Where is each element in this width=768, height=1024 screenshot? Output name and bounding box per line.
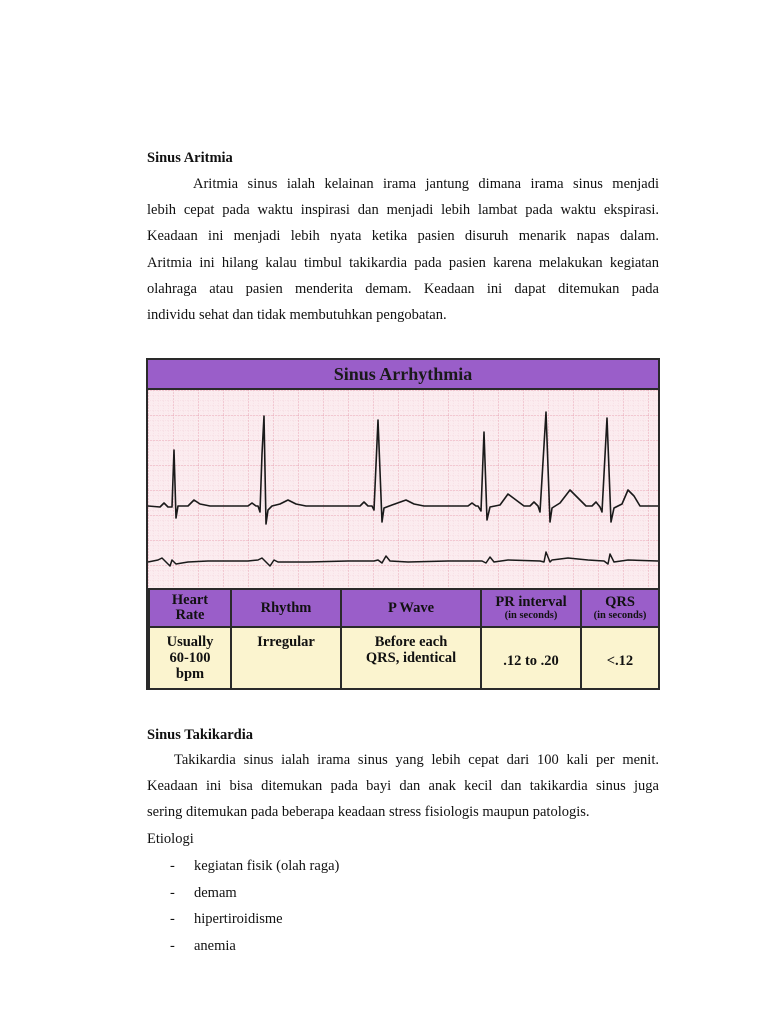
paragraph-sinus-aritmia	[147, 171, 659, 328]
table-header-row	[149, 589, 659, 627]
header-p-wave: P Wave	[341, 589, 481, 627]
paragraph-line: olahraga atau pasien menderita demam. Keadaan ini dapat ditemukan pada	[147, 280, 659, 297]
header-heart-rate: Heart Rate	[149, 589, 231, 627]
paragraph-line: Aritmia sinus ialah kelainan irama jantung dimana irama sinus menjadi	[193, 176, 659, 192]
heart-rate-line: bpm	[175, 666, 205, 682]
header-rhythm: Rhythm	[231, 589, 341, 627]
p-wave-line: QRS, identical	[365, 650, 457, 666]
cell-p-wave	[341, 627, 481, 690]
bullet-dash: -	[170, 885, 175, 901]
heart-rate-line: Usually	[166, 634, 214, 650]
list-item: hipertiroidisme	[194, 911, 283, 927]
paragraph-line: individu sehat dan tidak membutuhkan pengobatan.	[147, 306, 447, 323]
header-qrs-label: QRS	[605, 594, 635, 610]
bullet-dash: -	[170, 938, 175, 954]
ecg-graph	[148, 390, 658, 588]
sinus-arrhythmia-figure	[146, 358, 660, 690]
header-qrs	[581, 589, 659, 627]
paragraph-line: Aritmia ini hilang kalau timbul takikardia pada pasien karena melakukan kegiatan	[147, 254, 659, 271]
bullet-dash: -	[170, 858, 175, 874]
section-heading-sinus-takikardia: Sinus Takikardia	[147, 727, 254, 743]
heart-rate-line: 60-100	[169, 650, 211, 666]
header-qrs-unit: (in seconds)	[593, 610, 647, 621]
p-wave-line: Before each	[374, 634, 448, 650]
list-item: demam	[194, 885, 237, 901]
section-heading-sinus-aritmia: Sinus Aritmia	[147, 150, 233, 166]
cell-pr-interval: .12 to .20	[481, 627, 581, 690]
cell-heart-rate	[149, 627, 231, 690]
paragraph-sinus-takikardia	[147, 747, 659, 826]
etiology-label: Etiologi	[147, 831, 194, 847]
list-item: anemia	[194, 938, 236, 954]
bullet-dash: -	[170, 911, 175, 927]
paragraph-line: Keadaan ini bisa ditemukan pada bayi dan anak kecil dan takikardia sinus juga	[147, 778, 659, 795]
paragraph-line: sering ditemukan pada beberapa keadaan stress fisiologis maupun patologis.	[147, 804, 590, 821]
cell-rhythm: Irregular	[231, 627, 341, 690]
header-pr-interval-unit: (in seconds)	[504, 610, 558, 621]
header-pr-interval	[481, 589, 581, 627]
cell-qrs: <.12	[581, 627, 659, 690]
paragraph-line: Takikardia sinus ialah irama sinus yang lebih cepat dari 100 kali per menit.	[174, 752, 659, 768]
paragraph-line: lebih cepat pada waktu inspirasi dan menjadi lebih lambat pada waktu ekspirasi.	[147, 202, 659, 219]
header-pr-interval-label: PR interval	[495, 594, 567, 610]
table-row	[149, 627, 659, 690]
list-item: kegiatan fisik (olah raga)	[194, 858, 340, 874]
paragraph-line: Keadaan ini menjadi lebih nyata ketika pasien disuruh menarik napas dalam.	[147, 228, 659, 245]
ecg-criteria-table	[148, 588, 660, 690]
figure-title: Sinus Arrhythmia	[148, 360, 658, 390]
